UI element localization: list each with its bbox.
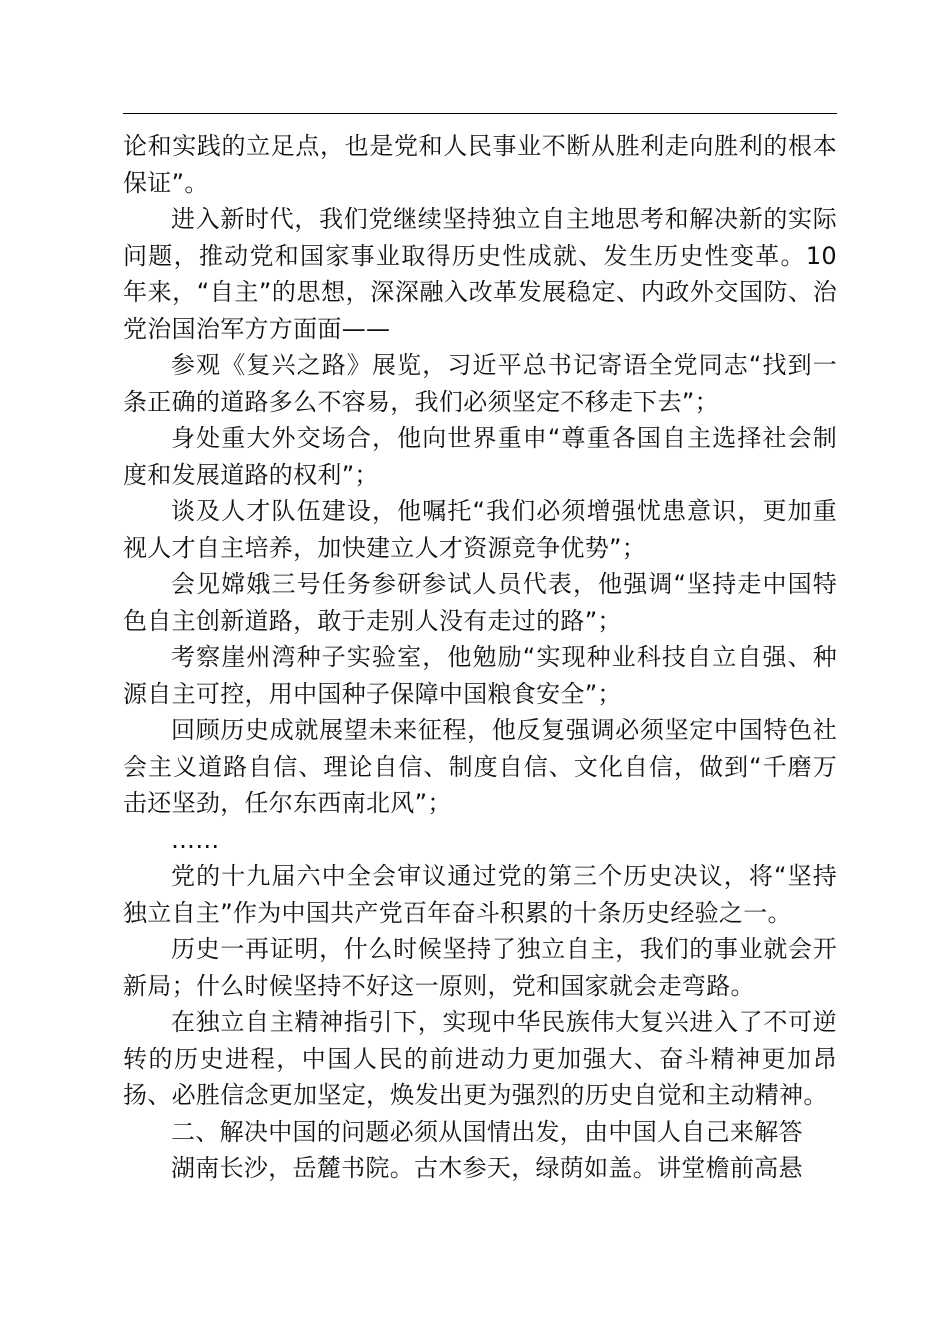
paragraph-14: 湖南长沙，岳麓书院。古木参天，绿荫如盖。讲堂檐前高悬 [171, 1154, 803, 1182]
paragraph-5: 谈及人才队伍建设，他嘱托“我们必须增强忧患意识，更加重视人才自主培养，加快建立人才资源竞争优势”； [123, 497, 837, 562]
paragraph-8: 回顾历史成就展望未来征程，他反复强调必须坚定中国特色社会主义道路自信、理论自信、制度自信、文化自信，做到“千磨万击还坚劲，任尔东西南北风”； [123, 716, 837, 817]
paragraph-1: 论和实践的立足点，也是党和人民事业不断从胜利走向胜利的根本保证”。 [123, 132, 837, 197]
section-heading: 二、解决中国的问题必须从国情出发，由中国人自己来解答 [171, 1117, 803, 1146]
document-body [123, 128, 837, 1187]
paragraph-4: 身处重大外交场合，他向世界重申“尊重各国自主选择社会制度和发展道路的权利”； [123, 424, 838, 489]
header-divider [123, 113, 837, 114]
paragraph-2: 进入新时代，我们党继续坚持独立自主地思考和解决新的实际问题，推动党和国家事业取得历史性成就、发生历史性变革。10 年来，“自主”的思想，深深融入改革发展稳定、内政外交国防、治党治国治军方方面面—— [123, 205, 837, 343]
paragraph-12: 在独立自主精神指引下，实现中华民族伟大复兴进入了不可逆转的历史进程，中国人民的前进动力更加强大、奋斗精神更加昂扬、必胜信念更加坚定，焕发出更为强烈的历史自觉和主动精神。 [123, 1008, 837, 1109]
paragraph-11: 历史一再证明，什么时候坚持了独立自主，我们的事业就会开新局；什么时候坚持不好这一原则，党和国家就会走弯路。 [123, 935, 837, 1000]
paragraph-10: 党的十九届六中全会审议通过党的第三个历史决议，将“坚持独立自主”作为中国共产党百年奋斗积累的十条历史经验之一。 [123, 862, 837, 927]
paragraph-3: 参观《复兴之路》展览，习近平总书记寄语全党同志“找到一条正确的道路多么不容易，我们必须坚定不移走下去”； [123, 351, 838, 416]
paragraph-7: 考察崖州湾种子实验室，他勉励“实现种业科技自立自强、种源自主可控，用中国种子保障中国粮食安全”； [123, 643, 837, 708]
paragraph-ellipsis: …… [171, 825, 220, 854]
paragraph-6: 会见嫦娥三号任务参研参试人员代表，他强调“坚持走中国特色自主创新道路，敢于走别人没有走过的路”； [123, 570, 837, 635]
